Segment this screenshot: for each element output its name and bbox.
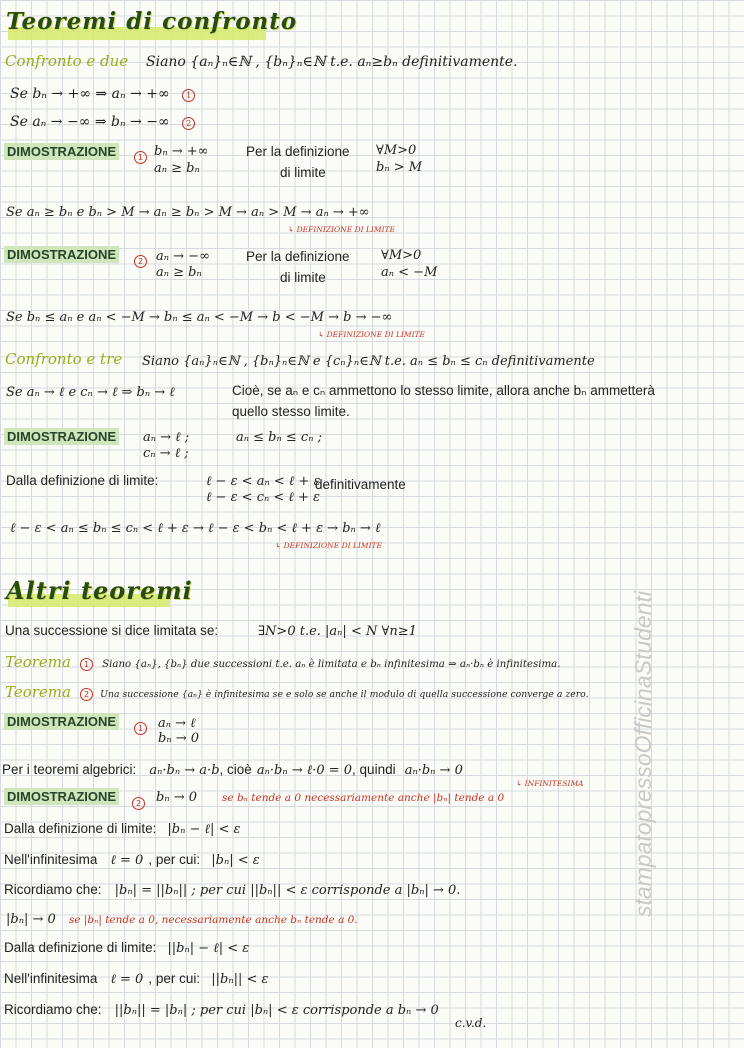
limitata-definition-text: Una successione si dice limitata se: (5, 623, 219, 638)
teorema-2-row (5, 682, 589, 701)
proof-b-row-5 (4, 937, 249, 956)
proof-b-row-7-formula: ||bₙ|| = |bₙ| ; per cui |bₙ| < ε corrisponde a bₙ → 0 (114, 1003, 439, 1018)
teorema-1-label: Teorema (5, 653, 71, 671)
proof-a-formula-bottom: bₙ → 0 (158, 731, 200, 746)
proof-b-row-2 (4, 849, 260, 868)
case-2-text: Se aₙ → −∞ ⇒ bₙ → −∞ (10, 114, 170, 130)
proof-3-def-a: ℓ − ε < aₙ < ℓ + ε (206, 474, 321, 489)
proof-b-row-2-text: Nell'infinitesima (4, 852, 98, 867)
proof-2-quantifier-top: ∀M>0 (381, 248, 422, 263)
proof-label-b: DIMOSTRAZIONE (4, 788, 119, 805)
proof-b-number-wrap (132, 791, 145, 810)
proof-1-def-text-2: di limite (280, 165, 326, 180)
proof-label-3: DIMOSTRAZIONE (4, 428, 119, 445)
teorema-1-row (5, 652, 561, 671)
algebraic-note: ↳ INFINITESIMA (516, 779, 584, 788)
teorema-2-text: Una successione {aₙ} è infinitesima se e solo se anche il modulo di quella successione converge a zero. (100, 689, 589, 700)
subsection-label-confronto-tre: Confronto e tre (5, 350, 123, 368)
watermark-text: stampatopressoOfficinaStudenti (630, 590, 656, 917)
case-1-number: 1 (182, 89, 195, 102)
proof-b-row-2-formula-2: |bₙ| < ε (211, 853, 260, 868)
proof-b-row-6-text: Nell'infinitesima (4, 971, 98, 986)
proof-a-number: 1 (134, 722, 147, 735)
proof-label-1: DIMOSTRAZIONE (4, 143, 119, 160)
proof-1-number: 1 (134, 151, 147, 164)
qed-mark: c.v.d. (455, 1016, 487, 1030)
proof-label-a: DIMOSTRAZIONE (4, 713, 119, 730)
teorema-2-number: 2 (80, 688, 93, 701)
proof-a-formula-top: aₙ → ℓ (158, 716, 196, 731)
proof-b-row-1-formula: |bₙ − ℓ| < ε (167, 822, 241, 837)
proof-b-row-4 (6, 908, 358, 927)
proof-b-row-2-formula: ℓ = 0 (110, 853, 144, 868)
case-1-statement (10, 86, 195, 102)
confronto-tre-explanation-1: Cioè, se aₙ e cₙ ammettono lo stesso limite, allora anche bₙ ammetterà (232, 383, 655, 398)
proof-1-formula-top: bₙ → +∞ (154, 144, 209, 159)
proof-3-note: ↳ DEFINIZIONE DI LIMITE (275, 541, 383, 550)
proof-1-def-text-1: Per la definizione (246, 144, 350, 159)
proof-b-row-3-text: Ricordiamo che: (4, 882, 102, 897)
proof-1-note: ↳ DEFINIZIONE DI LIMITE (288, 225, 396, 234)
proof-1-number-wrap (134, 145, 147, 164)
proof-2-formula-bottom: aₙ ≥ bₙ (156, 265, 202, 280)
proof-3-def-text: Dalla definizione di limite: (6, 473, 159, 488)
proof-a-number-wrap (134, 716, 147, 735)
proof-3-formula-a: aₙ → ℓ ; (143, 430, 190, 445)
case-1-text: Se bₙ → +∞ ⇒ aₙ → +∞ (10, 86, 170, 102)
proof-1-quantifier-top: ∀M>0 (376, 143, 417, 158)
algebraic-text: Per i teoremi algebrici: (2, 762, 137, 777)
proof-1-chain: Se aₙ ≥ bₙ e bₙ > M → aₙ ≥ bₙ > M → aₙ > M → aₙ → +∞ (6, 205, 370, 220)
proof-1-quantifier-bottom: bₙ > M (376, 160, 423, 175)
proof-2-chain: Se bₙ ≤ aₙ e aₙ < −M → bₙ ≤ aₙ < −M → b < −M → b → −∞ (6, 310, 393, 325)
proof-b-row-6-formula-2: ||bₙ|| < ε (211, 972, 269, 987)
proof-b-note: se bₙ tende a 0 necessariamente anche |bₙ| tende a 0 (222, 792, 505, 804)
confronto-due-hypothesis: Siano {aₙ}ₙ∈ℕ , {bₙ}ₙ∈ℕ t.e. aₙ≥bₙ definitivamente. (146, 54, 518, 70)
proof-3-def-c: ℓ − ε < cₙ < ℓ + ε (206, 490, 320, 505)
proof-b-row-3 (4, 879, 460, 898)
proof-2-number-wrap (134, 249, 147, 268)
proof-b-row-7-text: Ricordiamo che: (4, 1002, 102, 1017)
proof-b-row-4-note: se |bₙ| tende a 0, necessariamente anche bₙ tende a 0. (68, 914, 358, 926)
algebraic-formula-1: aₙ·bₙ → a·b (149, 763, 220, 778)
proof-b-row-2-text-2: , per cui: (148, 852, 201, 867)
proof-2-def-text-1: Per la definizione (246, 249, 350, 264)
algebraic-formula-2: aₙ·bₙ → ℓ·0 = 0 (256, 763, 353, 778)
proof-2-def-text-2: di limite (280, 270, 326, 285)
case-2-number: 2 (182, 117, 195, 130)
section-title-altri-teoremi: Altri teoremi (6, 576, 193, 605)
proof-b-row-3-formula: |bₙ| = ||bₙ|| ; per cui ||bₙ|| < ε corrisponde a |bₙ| → 0. (114, 883, 461, 898)
proof-b-row-6 (4, 968, 269, 987)
proof-label-2: DIMOSTRAZIONE (4, 246, 119, 263)
proof-b-row-7 (4, 999, 439, 1018)
subsection-label-confronto-due: Confronto e due (5, 52, 129, 70)
proof-b-row-6-text-2: , per cui: (148, 971, 201, 986)
proof-b-formula: bₙ → 0 (156, 790, 198, 805)
teorema-1-text: Siano {aₙ}, {bₙ} due successioni t.e. aₙ è limitata e bₙ infinitesima ⇒ aₙ·bₙ è infinitesima. (102, 659, 561, 670)
proof-2-number: 2 (134, 255, 147, 268)
proof-b-row-5-formula: ||bₙ| − ℓ| < ε (167, 941, 250, 956)
case-2-statement (10, 114, 195, 130)
section-title-teoremi-confronto: Teoremi di confronto (6, 8, 298, 35)
confronto-tre-explanation-2: quello stesso limite. (232, 404, 350, 419)
proof-2-quantifier-bottom: aₙ < −M (381, 265, 438, 280)
limitata-definition-formula: ∃N>0 t.e. |aₙ| < N ∀n≥1 (258, 624, 417, 639)
confronto-tre-condition: Se aₙ → ℓ e cₙ → ℓ ⇒ bₙ → ℓ (6, 385, 175, 400)
algebraic-text-3: , quindi (352, 762, 396, 777)
proof-1-formula-bottom: aₙ ≥ bₙ (154, 161, 200, 176)
proof-b-row-4-formula: |bₙ| → 0 (6, 912, 56, 927)
teorema-2-label: Teorema (5, 683, 71, 701)
proof-3-chain: ℓ − ε < aₙ ≤ bₙ ≤ cₙ < ℓ + ε → ℓ − ε < bₙ < ℓ + ε → bₙ → ℓ (10, 521, 381, 536)
proof-b-row-5-text: Dalla definizione di limite: (4, 940, 157, 955)
algebraic-formula-3: aₙ·bₙ → 0 (404, 763, 463, 778)
algebraic-text-2: , cioè (219, 762, 252, 777)
proof-2-formula-top: aₙ → −∞ (156, 249, 210, 264)
proof-2-note: ↳ DEFINIZIONE DI LIMITE (318, 330, 426, 339)
proof-b-row-6-formula: ℓ = 0 (110, 972, 144, 987)
proof-3-formula-c: cₙ → ℓ ; (143, 446, 189, 461)
proof-b-number: 2 (132, 797, 145, 810)
algebraic-theorems-row (2, 759, 463, 778)
proof-b-row-1 (4, 818, 240, 837)
proof-b-row-1-text: Dalla definizione di limite: (4, 821, 157, 836)
proof-3-formula-order: aₙ ≤ bₙ ≤ cₙ ; (236, 430, 322, 445)
confronto-tre-hypothesis: Siano {aₙ}ₙ∈ℕ , {bₙ}ₙ∈ℕ e {cₙ}ₙ∈ℕ t.e. aₙ ≤ bₙ ≤ cₙ definitivamente (142, 354, 595, 369)
proof-3-definitivamente: definitivamente (315, 477, 406, 492)
teorema-1-number: 1 (80, 658, 93, 671)
